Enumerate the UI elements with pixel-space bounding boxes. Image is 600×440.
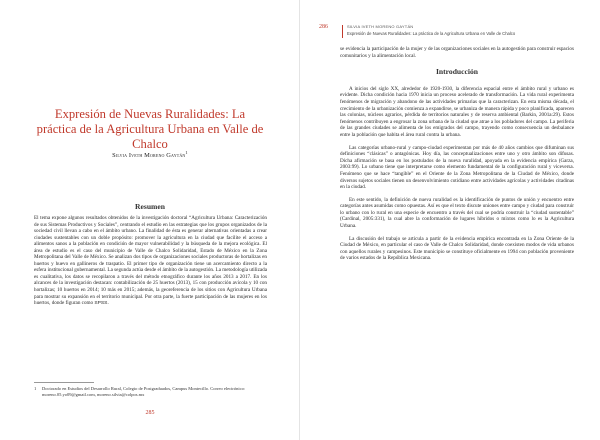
abstract-heading: Resumen (135, 202, 165, 211)
paragraph-3: En este sentido, la definición de nueva ruralidad es la identificación de puntos de unión y encuentro entre categorías antes asumidas como opuestas. Así es que el texto discute uniones entre campo y ciudad para construir lo urbano con lo rural en una especie de encuentro a través del cual se podría construir la “ciudad sustentable” (Cardinal, 2005:331), la cual abre la conformación de lugares híbridos o mixtos como lo es la Agricultura Urbana. (340, 196, 574, 230)
paragraph-4: La discusión del trabajo se articula a partir de la evidencia empírica encontrada en la Zona Oriente de la Ciudad de México, en particular el caso de Valle de Chalco Solidaridad, donde coexisten modos de vida urbanos con aquellos rurales y campesinos. Este municipio se constituye oficialmente en 1994 con población proveniente de varios estados de la República Mexicana. (340, 235, 574, 262)
paragraph-1: A inicios del siglo XX, alrededor de 1920-1930, la diferencia espacial entre el ámbito rural y urbano es evidente. Dicha condición hacia 1970 inicia un proceso acelerado de transformación. La vida rural experimenta fenómenos de migración y abandono de las actividades primarias que la caracterizan. En esta misma década, el crecimiento de la urbanización comienza a expandirse, se urbaniza de manera rápida y poco planificada, aparecen las colonias, núcleos agrarios, pérdida de territorios naturales y de reserva ambiental (Barkin, 2001a:29). Estos fenómenos contribuyen a engrosar la zona urbana de la ciudad que atrae a los pobladores del campo. La periferia de las grandes ciudades se alimenta de los emigrados del campo, trayendo como consecuencia un desbalance entre la población que habita el área rural contra la urbana. (340, 85, 574, 138)
left-page (0, 0, 299, 440)
right-page (300, 0, 600, 440)
body-text (340, 46, 574, 268)
page-number-right: 286 (319, 24, 328, 30)
running-head-rule (342, 25, 343, 38)
footnote-text: Doctorado en Estudios del Desarrollo Rural, Colegio de Postgraduados, Campus Montecillo. Correo electrónico: moreno.05.yo09@gmail.com, moreno.silvia@colpos.mx (42, 386, 246, 397)
running-head-author: SILVIA IVETH MORENO GAYTÁN (347, 24, 414, 29)
article-title: Expresión de Nuevas Ruralidades: La práctica de la Agricultura Urbana en Valle de Chalco (36, 107, 264, 151)
author-name: Silvia Iveth Moreno Gaytán (112, 152, 186, 160)
section-heading-introduccion: Introducción (435, 67, 479, 77)
continued-paragraph: se evidencia la participación de la mujer y de las organizaciones sociales en la autogestión para construir espacios comunitarios y la alimentación local. (340, 46, 574, 59)
paragraph-2: Las categorías urbano-rural y campo-ciudad experimentan por más de 40 años cambios que difuminan sus definiciones “clásicas” o antagónicas. Hoy día, las conceptualizaciones entre uno y otro ámbito son difusas. Dicha afirmación se basa en los postulados de la nueva ruralidad, apoyada en la evidencia empírica (Garza, 2003:99). Lo urbano tiene que interpretarse como elemento fundamental de la configuración rural y viceversa. Fenómeno que se hace “tangible” en el Oriente de la Zona Metropolitana de la Ciudad de México, donde diversos sujetos sociales tienen un desenvolvimiento cotidiano entre actividades agrícolas y actividades citadinas en la ciudad. (340, 144, 574, 191)
abstract-text-part-1: El tema expone algunos resultados obtenidos de la investigación doctoral “Agricultura Urbana: Caracterización de sus Sistemas Productivos y Sociales”, centrando el estudio en las estrategias que los grupos organizados de la sociedad civil llevan a cabo en el ámbito urbano. La finalidad de ésta es generar alternativas orientadas a crear ciudades sustentables con un doble propósito: promover la agricultura en la ciudad que facilite el acceso a alimentos sanos a la población en condición de mayor vulnerabilidad y la búsqueda de la mejora ecológica. El área de estudio es el caso del municipio de Valle de Chalco Solidaridad, Estado de México en la Zona Metropolitana del Valle de México. Se analizan dos tipos de organizaciones sociales productoras de hortalizas en huertos y huevo en gallineros de traspatio. El primer tipo de organización tiene un acercamiento directo a la esfera institucional gubernamental. La segunda actúa desde el ámbito de la autogestión. La metodología utilizada es cualitativa, los datos se recopilaron a través del método etnográfico durante los años 2013 a 2017. En los alcances de la investigación destacan: contabilización de 25 huertos (2013), 15 con producción avícola y 10 con hortalizas; 10 huertos en 2014; 10 más en 2015; además, la georeferencia de los sitios con Agricultura Urbana para mostrar su expansión en el territorio municipal. Por otra parte, la fuerte participación de las mujeres en los huertos, donde figuran como (34, 215, 267, 307)
abstract-text (34, 215, 267, 308)
abstract-software-name: SPSS (94, 301, 108, 307)
author-line (34, 150, 266, 159)
author-footnote-ref[interactable]: 1 (185, 150, 188, 155)
footnote (34, 386, 267, 397)
footnote-mark: 1 (34, 386, 37, 391)
footnote-divider (34, 382, 94, 383)
abstract-text-part-2: . (107, 300, 109, 307)
running-head (314, 24, 590, 40)
page-number-left: 285 (145, 410, 155, 416)
running-head-title: Expresión de Nuevas Ruralidades: La práctica de la Agricultura Urbana en Valle de Chalco (347, 31, 516, 36)
